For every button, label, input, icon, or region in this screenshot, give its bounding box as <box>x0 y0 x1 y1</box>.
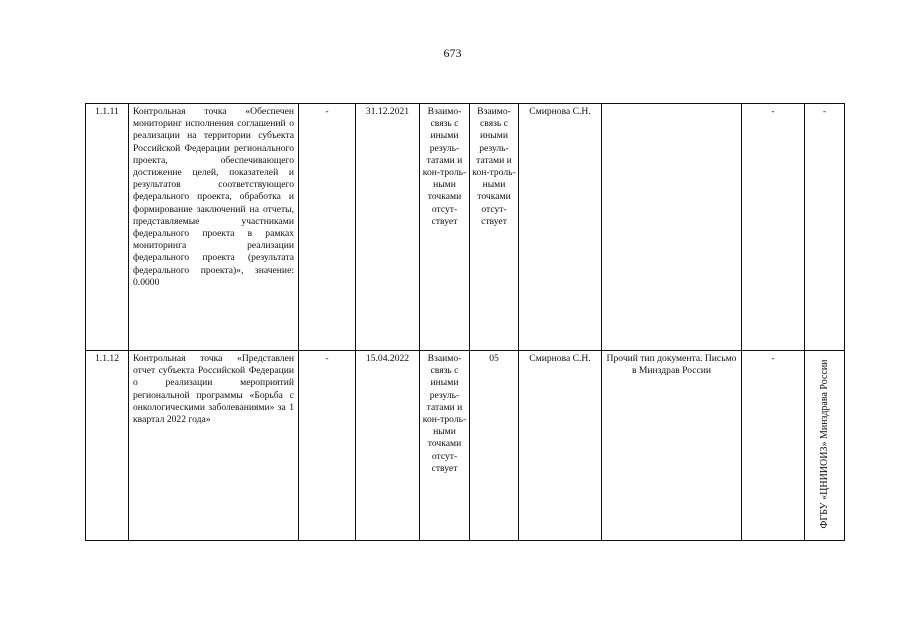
row-date: 31.12.2021 <box>356 104 420 351</box>
row-link-2: Взаимо-связь с иными резуль-татами и кон-троль-ными точками отсут-ствует <box>470 104 519 351</box>
row-col9: - <box>742 351 805 541</box>
row-link-1: Взаимо-связь с иными резуль-татами и кон-троль-ными точками отсут-ствует <box>420 104 470 351</box>
row-col10: ФГБУ «ЦНИИОИЗ» Минздрава России <box>818 359 830 529</box>
row-number: 1.1.11 <box>86 104 129 351</box>
row-description: Контрольная точка «Представлен отчет субъекта Российской Федерации о реализации мероприятий региональной программы «Борьба с онкологическими заболеваниями» за 1 квартал 2022 года» <box>129 351 299 541</box>
page-number: 673 <box>443 46 462 60</box>
row-number: 1.1.12 <box>86 351 129 541</box>
row-document: Прочий тип документа. Письмо в Минздрав России <box>602 351 742 541</box>
row-document <box>602 104 742 351</box>
row-link-1: Взаимо-связь с иными резуль-татами и кон-троль-ными точками отсут-ствует <box>420 351 470 541</box>
row-col10-cell <box>805 351 845 541</box>
table-row <box>86 104 845 351</box>
row-description: Контрольная точка «Обеспечен мониторинг исполнения соглашений о реализации на территории субъекта Российской Федерации регионального проекта, обеспечивающего достижение целей, показателей и результатов соответствующего федерального проекта, обработка и формирование заключений на отчеты, представляемые участниками федерального проекта в рамках мониторинга реализации федерального проекта (результата федерального проекта)», значение: 0.0000 <box>129 104 299 351</box>
row-col3: - <box>299 104 356 351</box>
row-link-2: 05 <box>470 351 519 541</box>
row-responsible: Смирнова С.Н. <box>519 351 602 541</box>
control-points-table <box>85 103 845 541</box>
row-responsible: Смирнова С.Н. <box>519 104 602 351</box>
table-row <box>86 351 845 541</box>
row-col3: - <box>299 351 356 541</box>
row-col9: - <box>742 104 805 351</box>
row-date: 15.04.2022 <box>356 351 420 541</box>
row-col10: - <box>805 104 845 351</box>
